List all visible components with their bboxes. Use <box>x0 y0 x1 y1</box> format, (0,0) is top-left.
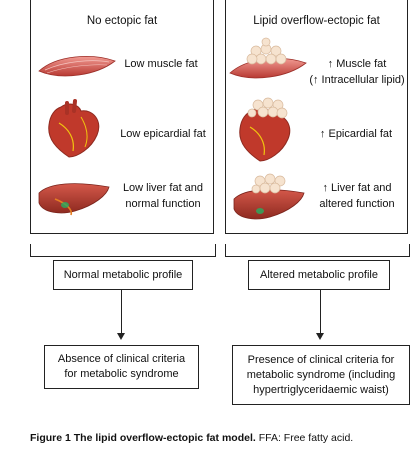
left-heart-label: Low epicardial fat <box>120 128 206 140</box>
caption-rest: FFA: Free fatty acid. <box>255 432 354 444</box>
right-muscle-label <box>304 56 410 88</box>
right-muscle-label-line1: ↑ Muscle fat <box>327 58 387 70</box>
caption-bold: Figure 1 The lipid overflow-ectopic fat model. <box>30 432 256 444</box>
left-panel <box>30 0 214 234</box>
right-liver-label <box>304 180 410 212</box>
muscle-icon <box>37 51 117 81</box>
liver-icon <box>35 179 115 219</box>
right-liver-label-line1: ↑ Liver fat and <box>322 182 392 194</box>
absence-line1: Absence of clinical criteria <box>57 353 186 365</box>
presence-line1: Presence of clinical criteria for <box>247 353 395 366</box>
altered-profile-box: Altered metabolic profile <box>248 260 390 290</box>
left-panel-title: No ectopic fat <box>86 15 158 27</box>
absence-line2: for metabolic syndrome <box>64 368 179 380</box>
muscle-fat-icon <box>228 39 308 85</box>
figure-caption <box>30 432 353 444</box>
presence-line2: metabolic syndrome (including <box>246 368 396 381</box>
right-liver-label-line2: altered function <box>319 198 395 210</box>
left-bracket <box>30 244 216 257</box>
liver-fat-icon <box>230 171 310 225</box>
presence-line3: hypertriglyceridaemic waist) <box>253 383 389 396</box>
presence-criteria-box <box>232 345 410 405</box>
heart-fat-icon <box>232 97 302 163</box>
right-panel-title: Lipid overflow-ectopic fat <box>253 15 380 27</box>
normal-profile-box: Normal metabolic profile <box>53 260 193 290</box>
left-liver-label-line2: normal function <box>125 198 201 210</box>
right-heart-label: ↑ Epicardial fat <box>319 128 393 140</box>
left-liver-label-line1: Low liver fat and <box>122 182 204 194</box>
absence-criteria-box <box>44 345 199 389</box>
right-arrow-head <box>316 333 324 340</box>
left-liver-label <box>111 180 215 212</box>
right-arrow-line <box>320 290 321 334</box>
right-panel <box>225 0 408 234</box>
left-arrow-head <box>117 333 125 340</box>
left-muscle-label: Low muscle fat <box>124 58 198 70</box>
right-muscle-label-line2: (↑ Intracellular lipid) <box>309 74 405 86</box>
heart-icon <box>41 99 111 159</box>
right-bracket <box>225 244 410 257</box>
left-arrow-line <box>121 290 122 334</box>
